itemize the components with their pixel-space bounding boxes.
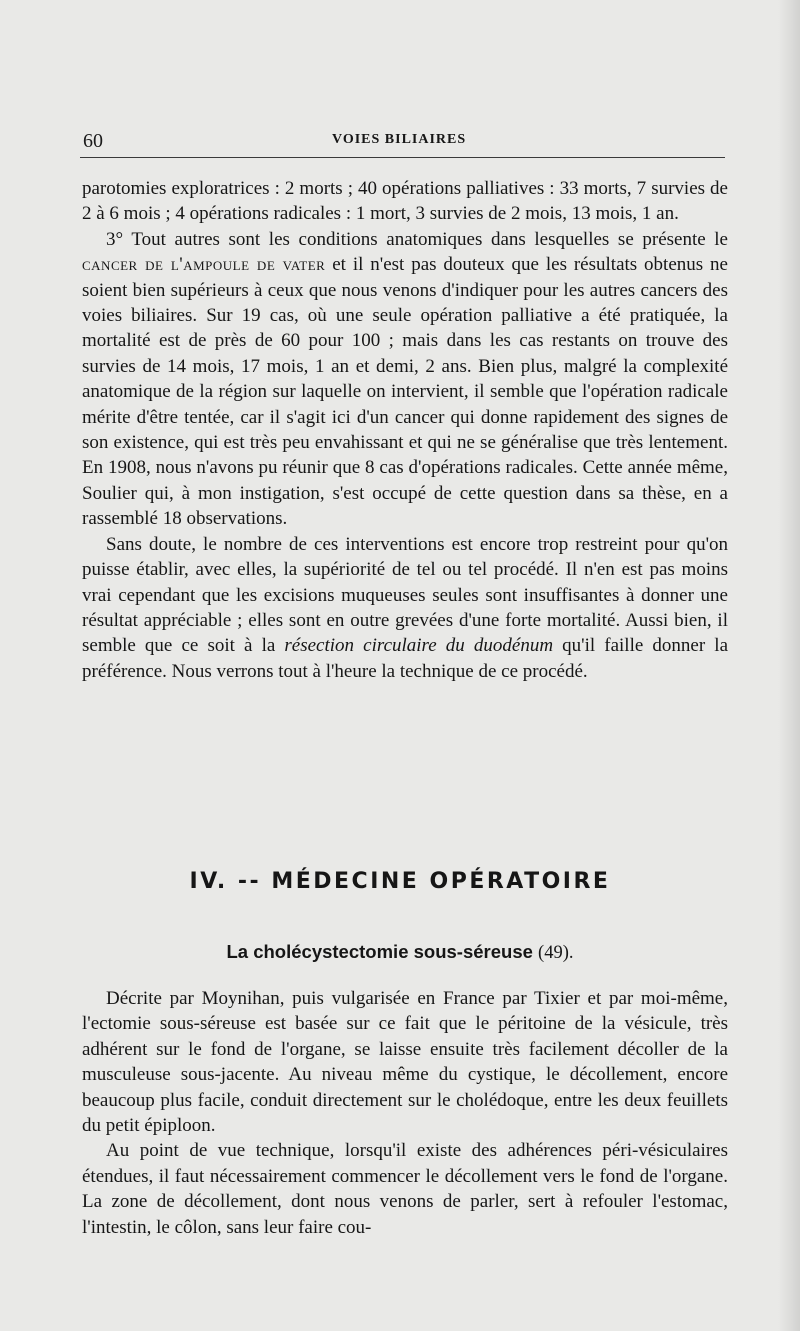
subheading-reference: (49). bbox=[538, 943, 574, 963]
header-rule bbox=[80, 157, 725, 158]
paragraph-continuation: parotomies exploratrices : 2 morts ; 40 opérations palliatives : 33 morts, 7 survies de 2 à 6 mois ; 4 opérations radicales : 1 mort, 3 survies de 2 mois, 13 mois, 1 an. bbox=[82, 178, 728, 225]
paragraph-vater bbox=[82, 227, 728, 532]
body-text-bottom bbox=[82, 986, 728, 1240]
term-cancer-ampoule: cancer de l'ampoule de vater bbox=[82, 254, 326, 276]
page-edge-shadow bbox=[778, 0, 800, 1331]
section-heading: IV. -- MÉDECINE OPÉRATOIRE bbox=[189, 869, 611, 894]
paragraph-interventions-end: qu'il faille donner la préférence. Nous verrons tout à l'heure la technique de ce procédé. bbox=[82, 635, 728, 682]
paragraph-vater-end: et il n'est pas douteux que les résultats obtenus ne soient bien supérieurs à ceux que nous venons d'indiquer pour les autres cancers des voies biliaires. Sur 19 cas, où une seule opération palliative a été pratiquée, la mortalité est de près de 60 pour 100 ; mais dans les cas restants on trouve des survies de 14 mois, 17 mois, 1 an et demi, 2 ans. Bien plus, malgré la complexité anatomique de la région sur laquelle on intervient, il semble que l'opération radicale mérite d'être tentée, car il s'agit ici d'un cancer qui donne rapidement des signes de son existence, qui est très peu envahissant et qui ne se généralise que très lentement. En 1908, nous n'avons pu réunir que 8 cas d'opérations radicales. Cette année même, Soulier qui, à mon instigation, s'est occupé de cette question dans sa thèse, en a rassemblé 18 observations. bbox=[82, 254, 728, 530]
paragraph-interventions-start: Sans doute, le nombre de ces interventions est encore trop restreint pour qu'on puisse établir, avec elles, la supériorité de tel ou tel procédé. Il n'en est pas moins vrai cependant que les excisions muqueuses seules sont insuffisantes à donner une résultat appréciable ; elles sont en outre grevées d'une forte mortalité. Aussi bien, il semble que ce soit à la bbox=[82, 533, 728, 657]
subheading bbox=[0, 941, 800, 964]
body-text-top bbox=[82, 176, 728, 684]
paragraph-technique: Au point de vue technique, lorsqu'il existe des adhérences péri-vésiculaires étendues, il faut nécessairement commencer le décollement vers le fond de l'organe. La zone de décollement, dont nous venons de parler, sert à refouler l'estomac, l'intestin, le côlon, sans leur faire cou- bbox=[82, 1140, 728, 1238]
term-resection: résection circulaire du duodénum bbox=[284, 635, 554, 657]
running-title: VOIES BILIAIRES bbox=[332, 132, 467, 147]
page-header bbox=[80, 128, 725, 158]
subheading-title: La cholécystectomie sous-séreuse bbox=[226, 941, 533, 962]
page-number: 60 bbox=[83, 130, 103, 152]
paragraph-interventions bbox=[82, 532, 728, 684]
paragraph-moynihan: Décrite par Moynihan, puis vulgarisée en France par Tixier et par moi-même, l'ectomie sous-séreuse est basée sur ce fait que le péritoine de la vésicule, très adhérent sur le fond de l'organe, se laisse ensuite très facilement décoller de la musculeuse sous-jacente. Au niveau même du cystique, le décollement, encore beaucoup plus facile, conduit directement sur le cholédoque, entre les deux feuillets du petit épiploon. bbox=[82, 988, 728, 1137]
paragraph-vater-start: 3° Tout autres sont les conditions anatomiques dans lesquelles se présente le bbox=[106, 228, 728, 250]
